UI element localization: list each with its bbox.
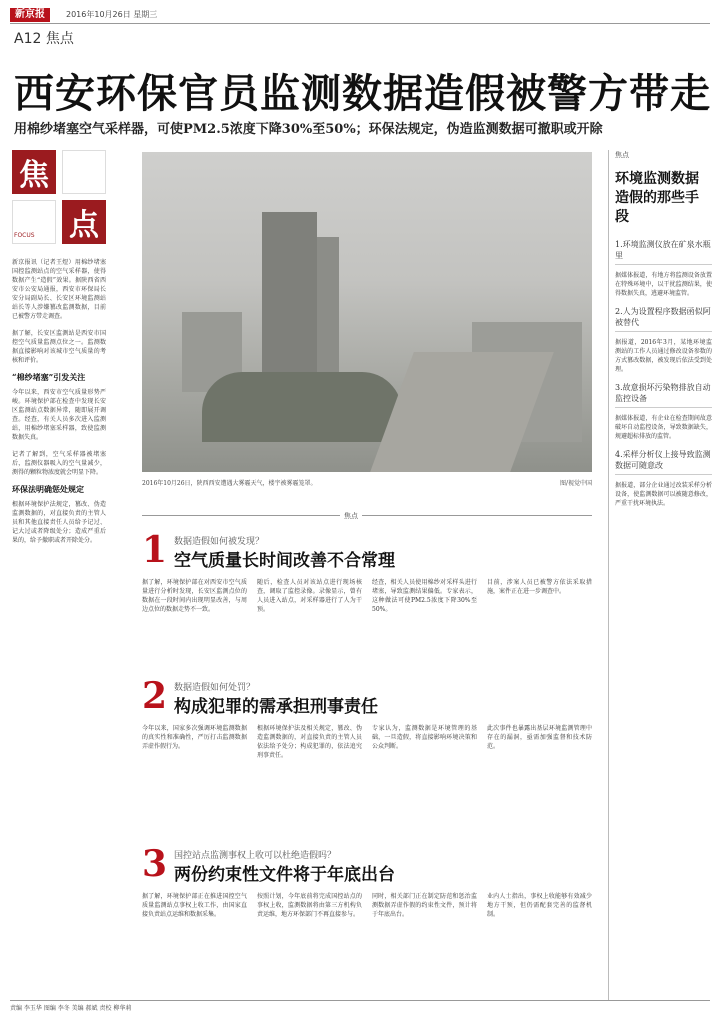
- right-tag: 焦点: [615, 151, 629, 159]
- paragraph: 记者了解到，空气采样器被堵塞后，监测仪器吸入的空气量减少，测得的颗粒物浓度就会明显下降。: [12, 451, 106, 476]
- paragraph: 随后，检查人员对该站点进行现场核查，调取了监控录像。录像显示，曾有人员进入站点，对采样器进行了人为干预。: [257, 579, 362, 613]
- section-title: 两份约束性文件将于年底出台: [174, 865, 395, 885]
- paragraph: 根据环境保护法及相关规定，篡改、伪造监测数据的，对直接负责的主管人员依法给予处分；构成犯罪的，依法追究刑事责任。: [257, 725, 362, 759]
- logo-tile-char1: 焦: [12, 150, 56, 194]
- dateline: 2016年10月26日 星期三: [66, 10, 158, 19]
- section-number: 3: [142, 843, 168, 885]
- section-kicker: 数据造假如何处罚？: [174, 683, 256, 693]
- section-body: [142, 578, 592, 614]
- paragraph: 按照计划，今年底前将完成国控站点的事权上收，监测数据将由第三方机构负责运维，地方环保部门不再直接参与。: [257, 893, 362, 918]
- section-number: 2: [142, 675, 168, 717]
- paragraph: 据了解，环境保护部正在推进国控空气质量监测站点事权上收工作，由国家直接负责站点运维和数据采集。: [142, 893, 247, 918]
- photo-credit: 图/视觉中国: [559, 480, 592, 487]
- section-title: 构成犯罪的需承担刑事责任: [174, 697, 378, 717]
- paragraph: 根据环境保护法规定，篡改、伪造监测数据的，对直接负责的主管人员和其他直接责任人员给予记过、记大过或者降级处分；造成严重后果的，给予撤职或者开除处分。: [12, 501, 106, 544]
- section-2: [142, 675, 592, 828]
- right-item-title: 1.环境监测仪放在矿泉水瓶里: [615, 239, 712, 265]
- section-tag: 新京报: [10, 8, 50, 22]
- paragraph: 目前，涉案人员已被警方依法采取措施，案件正在进一步调查中。: [487, 579, 592, 595]
- paragraph: 此次事件也暴露出基层环境监测管理中存在的漏洞，亟需加强监督和技术防范。: [487, 725, 592, 750]
- right-item-body: 据媒体报道，有地方将监测设备放置在特殊环境中，以干扰监测结果，使得数据失真，逃避环境监管。: [615, 272, 712, 297]
- section-title: 空气质量长时间改善不合常理: [174, 551, 395, 571]
- paragraph: 新京报讯（记者王煜）用棉纱堵塞国控监测站点的空气采样器，使得数据产生“造假”效果。据陕西省西安市公安局通报，西安市环保局长安分局副局长、长安区环境监测站站长等人涉嫌篡改监测数据，目前已被警方带走调查。: [12, 259, 106, 320]
- section-divider: [142, 515, 592, 516]
- focus-logo: [12, 150, 106, 244]
- section-body: [142, 892, 592, 923]
- subheading: 环保法明确惩处规定: [12, 484, 84, 494]
- section-number: 1: [142, 529, 168, 571]
- paragraph: 据了解，环境保护部在对西安市空气质量进行分析时发现，长安区监测点位的数据在一段时间内出现明显改善，与周边点位的数据走势不一致。: [142, 579, 247, 613]
- subheading: “棉纱堵塞”引发关注: [12, 372, 86, 382]
- logo-sub: FOCUS: [14, 232, 35, 239]
- logo-tile-blank: [62, 150, 106, 194]
- smog-photo: [142, 152, 592, 472]
- right-title: 环境监测数据造假的那些手段: [615, 171, 699, 225]
- right-item-title: 2.人为设置程序数据函似阿被替代: [615, 306, 712, 332]
- section-kicker: 国控站点监测事权上收可以杜绝造假吗？: [174, 851, 337, 861]
- photo-street: [370, 352, 554, 472]
- right-item-body: 据媒体报道，有企业在检查期间故意破坏自动监控设备，导致数据缺失，规避超标排放的监管。: [615, 415, 712, 440]
- right-item-body: 据报道，部分企业通过改装采样分析设备，使监测数据可以被随意修改，严重干扰环境执法。: [615, 482, 712, 507]
- paragraph: 经查，相关人员使用棉纱对采样头进行堵塞，导致监测结果偏低。专家表示，这种做法可使PM2.5浓度下降30%至50%。: [372, 579, 477, 613]
- section-3: [142, 843, 592, 996]
- paragraph: 业内人士指出，事权上收能够有效减少地方干预，但仍需配套完善的监督机制。: [487, 893, 592, 918]
- section-1: [142, 529, 592, 662]
- left-column: [12, 150, 106, 1000]
- page-number: A12 焦点: [14, 31, 74, 47]
- footer-credits: 责编 李玉华 图编 李冬 美编 郝斌 责校 柳华莉: [10, 1000, 710, 1012]
- subheadline: 用棉纱堵塞空气采样器，可使PM2.5浓度下降30%至50%；环保法规定，伪造监测数据可撤职或开除: [14, 122, 603, 137]
- paragraph: 今年以来，西安市空气质量形势严峻。环境保护部在检查中发现长安区监测站点数据异常，随即展开调查。经查，有关人员多次进入监测站，用棉纱堵塞采样器，致使监测数据失真。: [12, 389, 106, 441]
- paragraph: 同时，相关部门正在制定防范和惩治监测数据弄虚作假的约束性文件，预计将于年底出台。: [372, 893, 477, 918]
- right-item-body: 据报道，2016年3月，某地环境监测站的工作人员通过修改设备参数的方式篡改数据，被发现后依法受到处理。: [615, 339, 712, 373]
- logo-tile-char2: 点: [62, 200, 106, 244]
- section-kicker: 数据造假如何被发现？: [174, 537, 265, 547]
- photo-trees: [202, 372, 402, 442]
- photo-caption: 2016年10月26日，陕西西安遭遇大雾霾天气，楼宇被雾霾笼罩。: [142, 480, 317, 487]
- left-article: [12, 258, 106, 545]
- right-column: [608, 150, 712, 1000]
- divider-tag: 焦点: [340, 511, 362, 521]
- section-body: [142, 724, 592, 760]
- paragraph: 据了解，长安区监测站是西安市国控空气质量监测点位之一。监测数据直接影响对该城市空气质量的考核和评价。: [12, 330, 106, 364]
- headline: 西安环保官员监测数据造假被警方带走: [14, 70, 711, 117]
- right-item-title: 4.采样分析仪上接导致监测数据可随意改: [615, 449, 712, 475]
- paragraph: 专家认为，监测数据是环境管理的基础，一旦造假，将直接影响环境决策和公众判断。: [372, 725, 477, 750]
- top-bar: [10, 8, 710, 24]
- paragraph: 今年以来，国家多次强调环境监测数据的真实性和准确性，严厉打击监测数据弄虚作假行为。: [142, 725, 247, 750]
- right-item-title: 3.故意损坏污染物排放自动监控设备: [615, 382, 712, 408]
